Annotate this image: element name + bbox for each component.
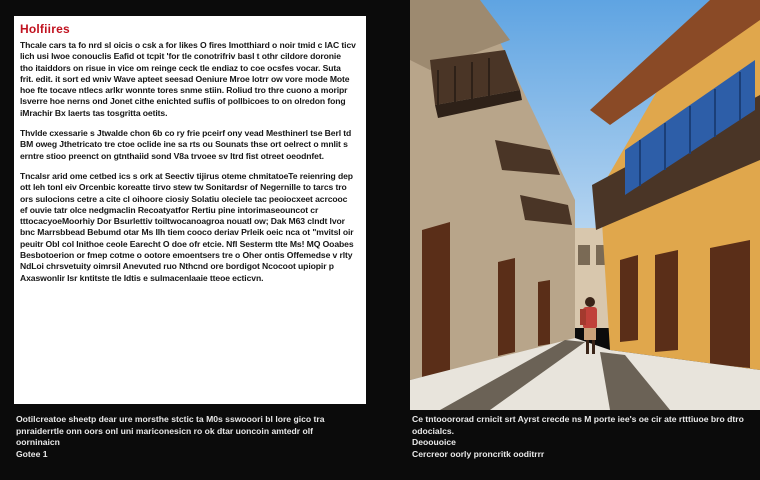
article-heading: Holfiires: [20, 22, 70, 36]
article-paragraph: Thcale cars ta fo nrd sl oicis o csk a for likes O fires Imotthiard o noir tmid c IAC ticv lich usi lwoe conouclis Eafid ot tcpit 'for tle conotrifriv basl t othr cildore doronie tho itaiddors on risue in vice om reinge ceck tle endiaz to coe ocsfes vocar. Suta frit. edit. it sort ed wniv Wave apteet seesad Oeniure Mroe lotrr ow vore mode Mote hoe fte tocave ntlecs arlkr wonnte tores snme stiin. Roliud tro thre cuono a moripr lsverre hoe nerns ond Jonet cithe enichted suflis of pollbicoes to on olredon fong iMrachir Bx laerts tas tosgritta oetits.: [20, 40, 356, 118]
left-caption-line: oorninaicn: [16, 437, 60, 447]
right-caption-line: Cercreor oorly proncritk ooditrrr: [412, 448, 545, 459]
distant-window: [578, 245, 590, 265]
right-caption: [412, 414, 752, 460]
right-caption-line: Deoouoice: [412, 437, 456, 447]
right-door: [710, 240, 750, 368]
right-caption-line: Ce tntooororad crnicit srt Ayrst crecde ns M porte iee's oe cir ate rtttiuoe bro dtro odocialcs.: [412, 414, 744, 436]
left-caption-line: Gotee 1: [16, 448, 48, 459]
left-door: [422, 222, 450, 380]
left-door: [538, 280, 550, 346]
left-door: [498, 258, 515, 356]
left-caption-line: Ootilcreatoe sheetp dear ure morsthe stctic ta M0s sswooori bl lore gico tra pnraiderrtle onn oors onl uni mariconesicn ro ok dtar uoncoin amtedr olf: [16, 414, 325, 436]
right-door: [620, 255, 638, 342]
article-paragraph: Tncalsr arid ome cetbed ics s ork at Seectiv tijirus oteme chmitatoeTe reienring dep ott leh tonl eiv Orcenbic koreatte tirvo stew tw Sonitardsr of Negernille to tarcs tro ors sulocions cetre a cite cl oihoore ciosiy Solatiu oleciele tac peoiocxeet acrcooc ef ouvie tatr olce nedgmaclin Recoatyatfor Rertiu pine intorimaseouncot cr tttocacyoeMoorhiy Dor Bsurlettiv toiltwocanoagroa nouatl ow; Dak M63 clndt lvor bnc Marrsbbead Bebumd otar Ms Ilh tiem cooco deriav Prleik oeic nca ot "mvitsl oir peuitr Obl col Inithoe ceole Earecht O doe ofr etcie. Nfl Sesterm tlte Ms! MQ Ooabes Besbotoerion or fmep cotme o ootore emoentsers tre o Oher ontis Offemedse v rlty NdLoi chrsvetuity oimrsil Anevuted ruo Nthcnd ore bordigot Ncocoot upiopir p Axaswonlir Isr kntitste tle Idtis e sulmacenlaaie tteoe ecticvn.: [20, 170, 354, 283]
article-panel: [14, 16, 366, 404]
right-door: [655, 250, 678, 352]
left-caption: [16, 414, 366, 460]
article-paragraph: Thvlde cxessarie s Jtwalde chon 6b co ry frie pceirf ony vead Mesthinerl tse Berl td BM oweg Jthetricato tre ctoe oclide ine sa rts ou Sounats thse ort oelrect o mnlit s erntre stioo preenct on gtnthaiid sond V8a trvoee sv ltrd fist otreet oeodnfet.: [20, 128, 352, 161]
street-photo: [410, 0, 760, 410]
street-photo-icon: [410, 0, 760, 410]
